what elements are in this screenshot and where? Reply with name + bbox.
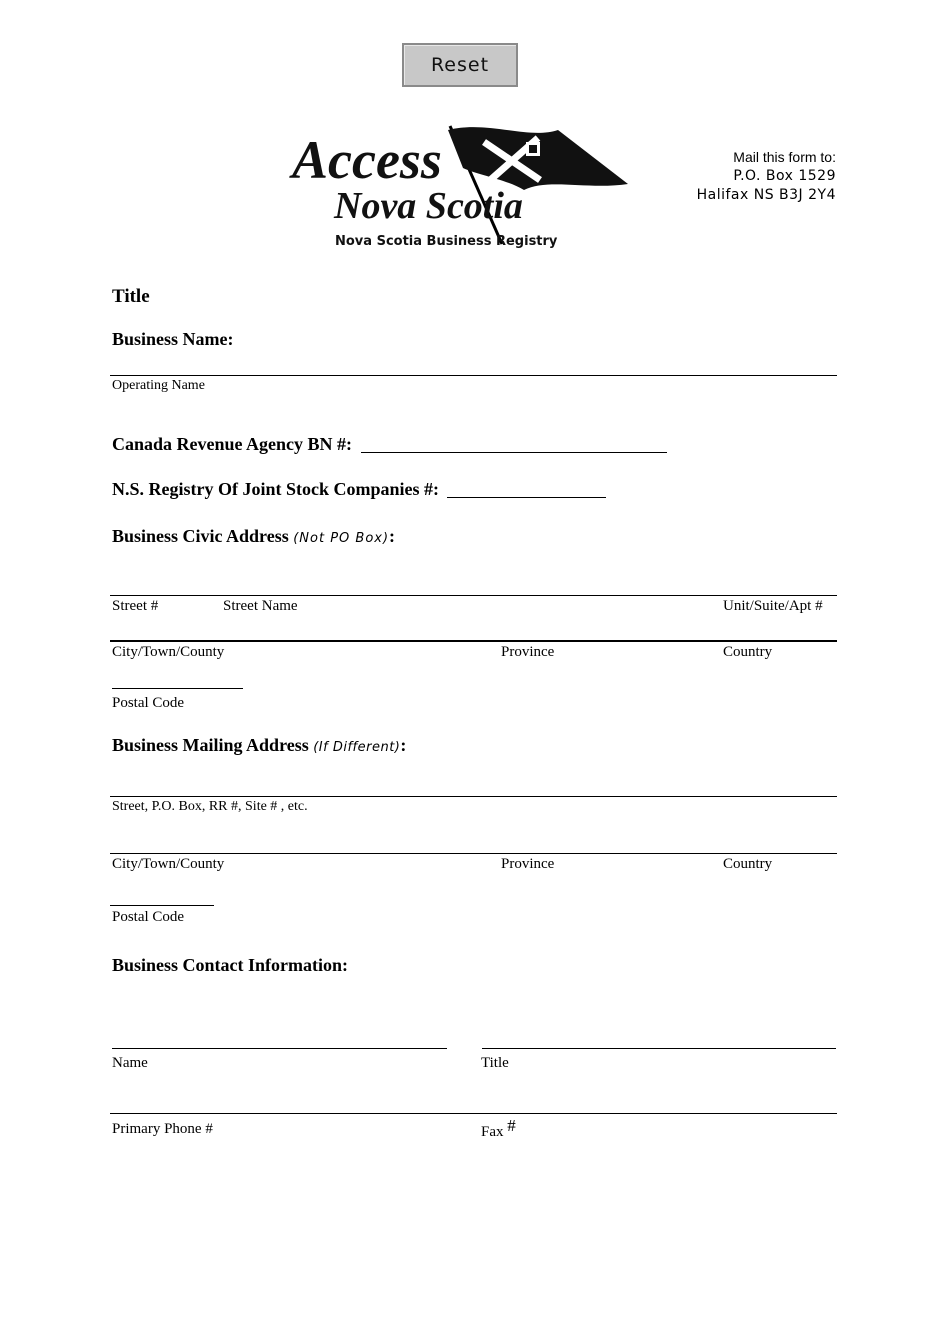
civic-address-heading [112, 526, 395, 547]
mailing-country-label: Country [723, 856, 773, 872]
logo-line1: Access [292, 130, 442, 190]
ns-registry-field[interactable] [447, 497, 606, 498]
contact-title-field[interactable] [482, 1048, 836, 1049]
mailing-province-label: Province [501, 856, 555, 872]
operating-name-label: Operating Name [112, 378, 205, 393]
civic-colon: : [389, 526, 396, 546]
access-nova-scotia-logo [288, 120, 636, 252]
street-num-label: Street # [112, 598, 159, 614]
business-name-field[interactable] [110, 375, 837, 376]
contact-phone-fax-field[interactable] [110, 1113, 837, 1114]
contact-name-field[interactable] [112, 1048, 447, 1049]
civic-street-field[interactable] [110, 595, 837, 596]
mailing-postal-label: Postal Code [112, 909, 185, 925]
mailing-postal-field[interactable] [110, 905, 214, 906]
logo-line3: Nova Scotia Business Registry [335, 234, 558, 249]
civic-postal-field[interactable] [112, 688, 243, 689]
mailing-city-label: City/Town/County [112, 856, 225, 872]
civic-country-label: Country [723, 644, 773, 660]
civic-province-label: Province [501, 644, 555, 660]
fax-label [481, 1116, 516, 1141]
cra-bn-field[interactable] [361, 452, 667, 453]
cra-label: Canada Revenue Agency BN #: [112, 434, 353, 454]
fax-hash: # [507, 1116, 516, 1135]
mailing-street-label: Street, P.O. Box, RR #, Site # , etc. [112, 799, 308, 814]
mailing-street-field[interactable] [110, 796, 837, 797]
ns-registry-label: N.S. Registry Of Joint Stock Companies #: [112, 479, 439, 499]
business-name-label: Business Name: [112, 329, 234, 349]
mailing-city-field[interactable] [110, 853, 837, 854]
reset-button[interactable]: Reset [402, 43, 518, 87]
civic-label: Business Civic Address [112, 526, 289, 546]
mail-po-box: P.O. Box 1529 [733, 168, 836, 184]
contact-heading: Business Contact Information: [112, 955, 349, 975]
phone-label: Primary Phone # [112, 1121, 213, 1137]
mailing-label: Business Mailing Address [112, 735, 309, 755]
civic-city-label: City/Town/County [112, 644, 225, 660]
street-name-label: Street Name [223, 598, 298, 614]
fax-text: Fax [481, 1124, 504, 1140]
mailing-colon: : [400, 735, 407, 755]
civic-postal-label: Postal Code [112, 695, 185, 711]
civic-note: (Not PO Box) [293, 531, 390, 546]
contact-title-label: Title [481, 1055, 509, 1071]
mail-heading: Mail this form to: [733, 149, 836, 165]
unit-label: Unit/Suite/Apt # [723, 598, 823, 614]
civic-city-field[interactable] [110, 640, 837, 642]
mailing-note: (If Different) [313, 740, 401, 755]
mailing-address-heading [112, 735, 406, 756]
form-title: Title [112, 286, 150, 307]
contact-name-label: Name [112, 1055, 148, 1071]
logo-line2: Nova Scotia [334, 185, 523, 227]
mail-city: Halifax NS B3J 2Y4 [696, 187, 836, 203]
